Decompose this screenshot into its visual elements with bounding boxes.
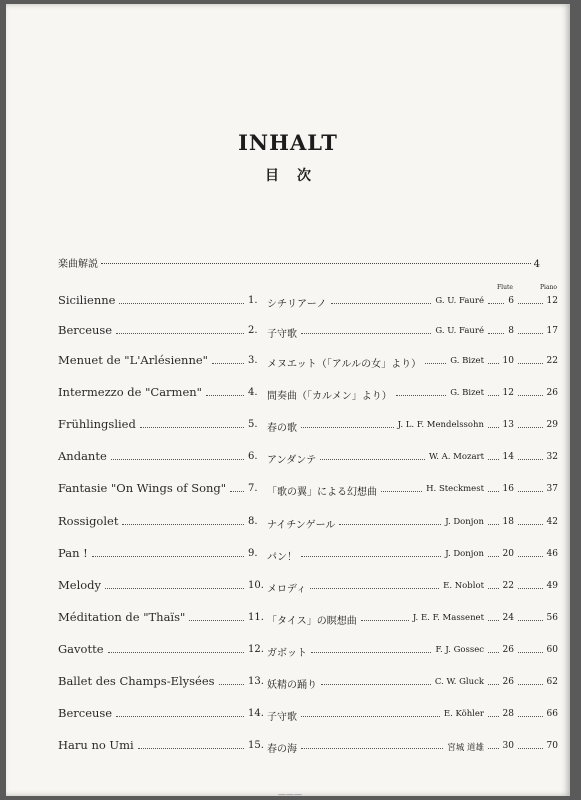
entry-piano-page: 29 xyxy=(546,420,558,430)
dot-leader xyxy=(301,716,440,717)
dot-leader xyxy=(518,363,543,364)
entry-japanese-title: 子守歌 xyxy=(267,329,297,340)
entry-number: 2. xyxy=(248,325,258,336)
entry-japanese-title: アンダンテ xyxy=(267,455,317,466)
dot-leader xyxy=(518,395,543,396)
entry-number: 12. xyxy=(248,644,264,655)
dot-leader xyxy=(310,588,439,589)
entry-number: 13. xyxy=(248,676,264,687)
entry-title: Menuet de "L'Arlésienne" xyxy=(58,353,208,367)
entry-title: Intermezzo de "Carmen" xyxy=(58,385,202,399)
entry-flute-page: 28 xyxy=(502,709,514,719)
dot-leader xyxy=(111,459,244,460)
entry-composer: E. Köhler xyxy=(443,709,484,719)
dot-leader xyxy=(518,620,543,621)
entry-title: Berceuse xyxy=(58,323,113,337)
dot-leader xyxy=(189,620,244,621)
entry-flute-page: 18 xyxy=(502,517,514,527)
dot-leader xyxy=(488,427,499,428)
toc-entry xyxy=(58,385,558,403)
dot-leader xyxy=(396,395,447,396)
entry-composer: J. E. F. Massenet xyxy=(412,613,484,623)
dot-leader xyxy=(488,395,499,396)
page-subtitle: 目次 xyxy=(265,168,329,184)
dot-leader xyxy=(518,333,543,334)
entry-japanese-title: 間奏曲（「カルメン」より） xyxy=(267,391,392,402)
toc-entry xyxy=(58,449,558,467)
toc-entry xyxy=(58,738,558,756)
dot-leader xyxy=(219,684,244,685)
entry-flute-page: 8 xyxy=(508,326,514,336)
dot-leader xyxy=(212,363,244,364)
entry-title: Ballet des Champs-Elysées xyxy=(58,674,215,688)
entry-number: 1. xyxy=(248,295,258,306)
entry-title: Frühlingslied xyxy=(58,417,136,431)
entry-flute-page: 13 xyxy=(502,420,514,430)
entry-flute-page: 26 xyxy=(502,677,514,687)
toc-entry xyxy=(58,481,558,499)
entry-japanese-title: メロディ xyxy=(267,584,307,595)
dot-leader xyxy=(122,524,244,525)
dot-leader xyxy=(301,748,443,749)
entry-number: 8. xyxy=(248,516,258,527)
dot-leader xyxy=(488,588,499,589)
entry-flute-page: 22 xyxy=(502,581,514,591)
entry-piano-page: 37 xyxy=(546,484,558,494)
entry-title: Berceuse xyxy=(58,706,113,720)
entry-japanese-title: 「タイス」の瞑想曲 xyxy=(267,616,357,627)
entry-flute-page: 24 xyxy=(502,613,514,623)
entry-composer: F. J. Gossec xyxy=(435,645,484,655)
intro-label: 楽曲解説 xyxy=(58,259,98,270)
dot-leader xyxy=(301,333,431,334)
entry-piano-page: 17 xyxy=(546,326,558,336)
toc-entry xyxy=(58,353,558,371)
toc-entry xyxy=(58,578,558,596)
dot-leader xyxy=(518,748,543,749)
dot-leader xyxy=(488,748,499,749)
entry-flute-page: 30 xyxy=(502,741,514,751)
entry-piano-page: 42 xyxy=(546,517,558,527)
dot-leader xyxy=(320,459,425,460)
entry-composer: J. Donjon xyxy=(445,517,484,527)
dot-leader xyxy=(488,524,499,525)
entry-composer: G. U. Fauré xyxy=(435,326,484,336)
dot-leader xyxy=(518,491,543,492)
entry-number: 5. xyxy=(248,419,258,430)
dot-leader xyxy=(488,363,499,364)
column-headers xyxy=(497,284,557,291)
intro-page: 4 xyxy=(533,259,540,270)
dot-leader xyxy=(230,491,244,492)
toc-entry xyxy=(58,546,558,564)
toc-entry xyxy=(58,514,558,532)
entry-japanese-title: ガボット xyxy=(267,648,307,659)
dot-leader xyxy=(140,427,244,428)
dot-leader xyxy=(518,427,543,428)
dot-leader xyxy=(488,556,499,557)
entry-flute-page: 10 xyxy=(502,356,514,366)
entry-title: Fantasie "On Wings of Song" xyxy=(58,481,227,495)
entry-flute-page: 12 xyxy=(502,388,514,398)
dot-leader xyxy=(92,556,244,557)
entry-piano-page: 46 xyxy=(546,549,558,559)
entry-title: Gavotte xyxy=(58,642,104,656)
dot-leader xyxy=(101,263,531,264)
entry-title: Méditation de "Thaïs" xyxy=(58,610,186,624)
entry-piano-page: 22 xyxy=(546,356,558,366)
entry-piano-page: 32 xyxy=(546,452,558,462)
entry-piano-page: 60 xyxy=(546,645,558,655)
toc-entry xyxy=(58,610,558,628)
entry-composer: C. W. Gluck xyxy=(434,677,484,687)
entry-composer: 宮城 道雄 xyxy=(447,743,484,753)
dot-leader xyxy=(518,684,543,685)
dot-leader xyxy=(518,303,543,304)
dot-leader xyxy=(488,491,499,492)
dot-leader xyxy=(108,652,244,653)
entry-composer: G. Bizet xyxy=(450,388,484,398)
intro-entry xyxy=(58,255,540,271)
entry-piano-page: 49 xyxy=(546,581,558,591)
dot-leader xyxy=(381,491,422,492)
entry-piano-page: 12 xyxy=(546,296,558,306)
entry-flute-page: 20 xyxy=(502,549,514,559)
entry-number: 11. xyxy=(248,612,264,623)
entry-flute-page: 14 xyxy=(502,452,514,462)
dot-leader xyxy=(488,652,499,653)
dot-leader xyxy=(488,716,499,717)
entry-composer: G. Bizet xyxy=(450,356,484,366)
entry-piano-page: 26 xyxy=(546,388,558,398)
dot-leader xyxy=(116,333,244,334)
dot-leader xyxy=(321,684,431,685)
entry-composer: E. Noblot xyxy=(443,581,484,591)
entry-piano-page: 70 xyxy=(546,741,558,751)
entry-piano-page: 66 xyxy=(546,709,558,719)
entry-number: 3. xyxy=(248,355,258,366)
dot-leader xyxy=(331,303,432,304)
entry-title: Melody xyxy=(58,578,102,592)
dot-leader xyxy=(206,395,244,396)
entry-number: 15. xyxy=(248,740,264,751)
entry-number: 14. xyxy=(248,708,264,719)
footer-mark: ——— xyxy=(278,790,302,799)
dot-leader xyxy=(138,748,244,749)
dot-leader xyxy=(311,652,431,653)
entry-japanese-title: メヌエット（「アルルの女」より） xyxy=(267,359,422,370)
entry-number: 10. xyxy=(248,580,264,591)
dot-leader xyxy=(119,303,244,304)
entry-japanese-title: 春の歌 xyxy=(267,423,297,434)
dot-leader xyxy=(361,620,409,621)
dot-leader xyxy=(301,556,441,557)
entry-number: 7. xyxy=(248,483,258,494)
dot-leader xyxy=(488,684,499,685)
entry-japanese-title: 子守歌 xyxy=(267,712,297,723)
entry-flute-page: 26 xyxy=(502,645,514,655)
entry-title: Sicilienne xyxy=(58,293,116,307)
flute-column-header: Flute xyxy=(497,284,513,291)
entry-number: 4. xyxy=(248,387,258,398)
dot-leader xyxy=(488,333,504,334)
entry-japanese-title: 妖精の踊り xyxy=(267,680,317,691)
toc-entry xyxy=(58,642,558,660)
dot-leader xyxy=(488,620,499,621)
page xyxy=(6,4,570,799)
entry-piano-page: 56 xyxy=(546,613,558,623)
piano-column-header: Piano xyxy=(539,284,557,291)
page-title: INHALT xyxy=(238,130,338,155)
entry-number: 9. xyxy=(248,548,258,559)
toc-entry xyxy=(58,674,558,692)
dot-leader xyxy=(518,588,543,589)
entry-composer: J. Donjon xyxy=(445,549,484,559)
dot-leader xyxy=(301,427,394,428)
entry-title: Andante xyxy=(58,449,107,463)
entry-title: Rossigolet xyxy=(58,514,119,528)
dot-leader xyxy=(425,363,446,364)
dot-leader xyxy=(518,716,543,717)
dot-leader xyxy=(105,588,244,589)
entry-piano-page: 62 xyxy=(546,677,558,687)
toc-entry xyxy=(58,706,558,724)
toc-entry xyxy=(58,293,558,311)
dot-leader xyxy=(518,652,543,653)
entry-composer: J. L. F. Mendelssohn xyxy=(397,420,484,430)
entry-composer: W. A. Mozart xyxy=(428,452,484,462)
entry-flute-page: 6 xyxy=(508,296,514,306)
dot-leader xyxy=(518,556,543,557)
entry-composer: H. Steckmest xyxy=(426,484,484,494)
toc-entry xyxy=(58,417,558,435)
entry-flute-page: 16 xyxy=(502,484,514,494)
entry-japanese-title: パン！ xyxy=(267,552,297,563)
entry-number: 6. xyxy=(248,451,258,462)
entry-title: Pan ! xyxy=(58,546,88,560)
dot-leader xyxy=(488,303,504,304)
entry-japanese-title: シチリアーノ xyxy=(267,299,327,310)
entry-japanese-title: ナイチンゲール xyxy=(267,520,336,531)
dot-leader xyxy=(518,524,543,525)
dot-leader xyxy=(518,459,543,460)
toc-entry xyxy=(58,323,558,341)
entry-composer: G. U. Fauré xyxy=(435,296,484,306)
entry-japanese-title: 春の海 xyxy=(267,744,297,755)
entry-title: Haru no Umi xyxy=(58,738,134,752)
dot-leader xyxy=(488,459,499,460)
dot-leader xyxy=(116,716,244,717)
entry-japanese-title: 「歌の翼」による幻想曲 xyxy=(267,487,377,498)
dot-leader xyxy=(339,524,441,525)
